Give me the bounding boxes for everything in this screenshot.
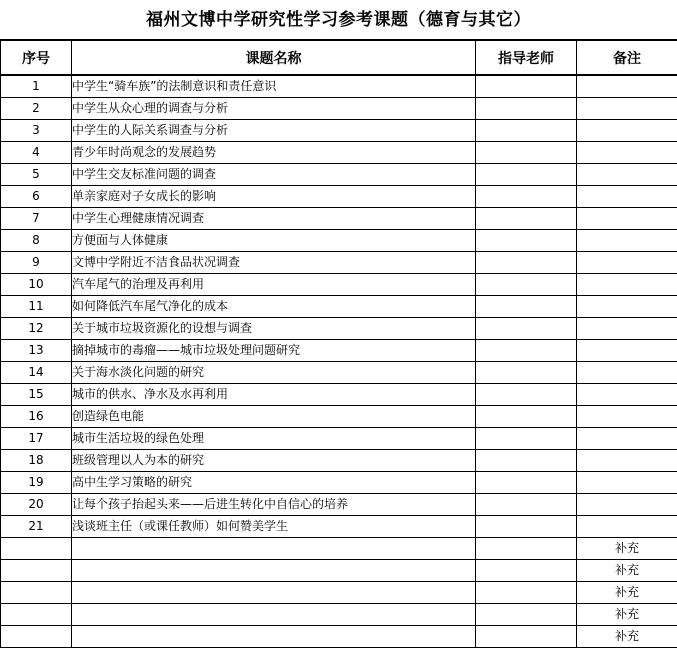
cell-note[interactable] bbox=[577, 340, 677, 362]
cell-topic[interactable]: 中学生交友标准问题的调查 bbox=[72, 164, 476, 186]
table-row bbox=[1, 208, 677, 230]
cell-topic[interactable]: 单亲家庭对子女成长的影响 bbox=[72, 186, 476, 208]
cell-note[interactable] bbox=[577, 362, 677, 384]
header-topic[interactable]: 课题名称 bbox=[72, 40, 476, 75]
cell-teacher[interactable] bbox=[476, 296, 577, 318]
cell-note[interactable] bbox=[577, 318, 677, 340]
cell-no[interactable]: 8 bbox=[1, 230, 72, 252]
cell-no[interactable]: 11 bbox=[1, 296, 72, 318]
table-row bbox=[1, 120, 677, 142]
cell-no[interactable]: 19 bbox=[1, 472, 72, 494]
cell-teacher[interactable] bbox=[476, 362, 577, 384]
cell-no[interactable]: 20 bbox=[1, 494, 72, 516]
cell-no[interactable]: 2 bbox=[1, 98, 72, 120]
cell-teacher[interactable] bbox=[476, 230, 577, 252]
cell-teacher[interactable] bbox=[476, 384, 577, 406]
cell-teacher[interactable] bbox=[476, 75, 577, 98]
cell-teacher[interactable] bbox=[476, 208, 577, 230]
cell-no[interactable]: 13 bbox=[1, 340, 72, 362]
table-row bbox=[1, 560, 677, 582]
table-row bbox=[1, 75, 677, 98]
cell-note[interactable] bbox=[577, 450, 677, 472]
document-title: 福州文博中学研究性学习参考课题（德育与其它） bbox=[0, 0, 677, 40]
cell-topic[interactable]: 高中生学习策略的研究 bbox=[72, 472, 476, 494]
table-row bbox=[1, 340, 677, 362]
cell-note[interactable]: 补充 bbox=[577, 538, 677, 560]
cell-topic[interactable] bbox=[72, 582, 476, 604]
cell-no[interactable] bbox=[1, 582, 72, 604]
cell-topic[interactable]: 中学生心理健康情况调查 bbox=[72, 208, 476, 230]
cell-topic[interactable]: 城市的供水、净水及水再利用 bbox=[72, 384, 476, 406]
table-row bbox=[1, 516, 677, 538]
cell-note[interactable] bbox=[577, 208, 677, 230]
cell-teacher[interactable] bbox=[476, 582, 577, 604]
table-row bbox=[1, 582, 677, 604]
cell-topic[interactable]: 摘掉城市的毒瘤——城市垃圾处理问题研究 bbox=[72, 340, 476, 362]
topics-table bbox=[0, 39, 677, 648]
table-row bbox=[1, 604, 677, 626]
table-row bbox=[1, 538, 677, 560]
cell-note[interactable]: 补充 bbox=[577, 604, 677, 626]
cell-topic[interactable]: 中学生的人际关系调查与分析 bbox=[72, 120, 476, 142]
cell-no[interactable]: 14 bbox=[1, 362, 72, 384]
cell-teacher[interactable] bbox=[476, 450, 577, 472]
cell-teacher[interactable] bbox=[476, 142, 577, 164]
cell-topic[interactable]: 关于城市垃圾资源化的设想与调查 bbox=[72, 318, 476, 340]
cell-note[interactable] bbox=[577, 164, 677, 186]
cell-note[interactable]: 补充 bbox=[577, 582, 677, 604]
cell-note[interactable] bbox=[577, 75, 677, 98]
table-row bbox=[1, 230, 677, 252]
table-row bbox=[1, 362, 677, 384]
cell-no[interactable]: 17 bbox=[1, 428, 72, 450]
table-row bbox=[1, 274, 677, 296]
cell-note[interactable] bbox=[577, 230, 677, 252]
cell-no[interactable]: 6 bbox=[1, 186, 72, 208]
table-row bbox=[1, 252, 677, 274]
cell-teacher[interactable] bbox=[476, 98, 577, 120]
table-row bbox=[1, 494, 677, 516]
cell-teacher[interactable] bbox=[476, 120, 577, 142]
table-row bbox=[1, 98, 677, 120]
cell-note[interactable]: 补充 bbox=[577, 626, 677, 648]
cell-note[interactable] bbox=[577, 120, 677, 142]
cell-note[interactable] bbox=[577, 384, 677, 406]
cell-note[interactable] bbox=[577, 406, 677, 428]
cell-topic[interactable]: 浅谈班主任（或课任教师）如何赞美学生 bbox=[72, 516, 476, 538]
table-row bbox=[1, 186, 677, 208]
table-row bbox=[1, 428, 677, 450]
cell-no[interactable] bbox=[1, 626, 72, 648]
table-row bbox=[1, 450, 677, 472]
cell-teacher[interactable] bbox=[476, 472, 577, 494]
cell-teacher[interactable] bbox=[476, 186, 577, 208]
cell-no[interactable]: 4 bbox=[1, 142, 72, 164]
cell-no[interactable]: 21 bbox=[1, 516, 72, 538]
cell-teacher[interactable] bbox=[476, 252, 577, 274]
header-note[interactable]: 备注 bbox=[577, 40, 677, 75]
cell-topic[interactable]: 中学生从众心理的调查与分析 bbox=[72, 98, 476, 120]
cell-topic[interactable] bbox=[72, 538, 476, 560]
cell-teacher[interactable] bbox=[476, 538, 577, 560]
table-row bbox=[1, 472, 677, 494]
cell-topic[interactable]: 关于海水淡化问题的研究 bbox=[72, 362, 476, 384]
cell-note[interactable] bbox=[577, 142, 677, 164]
cell-topic[interactable] bbox=[72, 560, 476, 582]
cell-teacher[interactable] bbox=[476, 626, 577, 648]
cell-topic[interactable]: 中学生“骑车族”的法制意识和责任意识 bbox=[72, 75, 476, 98]
cell-note[interactable]: 补充 bbox=[577, 560, 677, 582]
cell-note[interactable] bbox=[577, 428, 677, 450]
cell-no[interactable]: 3 bbox=[1, 120, 72, 142]
cell-teacher[interactable] bbox=[476, 428, 577, 450]
cell-topic[interactable]: 文博中学附近不洁食品状况调查 bbox=[72, 252, 476, 274]
cell-no[interactable]: 10 bbox=[1, 274, 72, 296]
cell-teacher[interactable] bbox=[476, 560, 577, 582]
cell-no[interactable]: 15 bbox=[1, 384, 72, 406]
cell-topic[interactable]: 创造绿色电能 bbox=[72, 406, 476, 428]
cell-topic[interactable]: 汽车尾气的治理及再利用 bbox=[72, 274, 476, 296]
cell-teacher[interactable] bbox=[476, 274, 577, 296]
table-row bbox=[1, 318, 677, 340]
header-no[interactable]: 序号 bbox=[1, 40, 72, 75]
cell-teacher[interactable] bbox=[476, 516, 577, 538]
cell-teacher[interactable] bbox=[476, 494, 577, 516]
cell-no[interactable] bbox=[1, 560, 72, 582]
cell-note[interactable] bbox=[577, 516, 677, 538]
cell-no[interactable]: 5 bbox=[1, 164, 72, 186]
cell-teacher[interactable] bbox=[476, 318, 577, 340]
cell-topic[interactable] bbox=[72, 626, 476, 648]
cell-topic[interactable]: 如何降低汽车尾气净化的成本 bbox=[72, 296, 476, 318]
cell-no[interactable]: 16 bbox=[1, 406, 72, 428]
cell-note[interactable] bbox=[577, 186, 677, 208]
cell-teacher[interactable] bbox=[476, 164, 577, 186]
cell-note[interactable] bbox=[577, 252, 677, 274]
cell-topic[interactable]: 青少年时尚观念的发展趋势 bbox=[72, 142, 476, 164]
header-row bbox=[1, 40, 677, 75]
table-row bbox=[1, 384, 677, 406]
table-row bbox=[1, 296, 677, 318]
table-row bbox=[1, 626, 677, 648]
header-teacher[interactable]: 指导老师 bbox=[476, 40, 577, 75]
cell-topic[interactable]: 城市生活垃圾的绿色处理 bbox=[72, 428, 476, 450]
cell-topic[interactable]: 让每个孩子抬起头来——后进生转化中自信心的培养 bbox=[72, 494, 476, 516]
cell-topic[interactable] bbox=[72, 604, 476, 626]
table-row bbox=[1, 164, 677, 186]
cell-note[interactable] bbox=[577, 98, 677, 120]
cell-note[interactable] bbox=[577, 472, 677, 494]
table-row bbox=[1, 142, 677, 164]
cell-note[interactable] bbox=[577, 296, 677, 318]
table-row bbox=[1, 406, 677, 428]
cell-no[interactable]: 12 bbox=[1, 318, 72, 340]
cell-topic[interactable]: 班级管理以人为本的研究 bbox=[72, 450, 476, 472]
cell-teacher[interactable] bbox=[476, 406, 577, 428]
cell-note[interactable] bbox=[577, 274, 677, 296]
cell-no[interactable]: 9 bbox=[1, 252, 72, 274]
cell-no[interactable] bbox=[1, 604, 72, 626]
cell-teacher[interactable] bbox=[476, 604, 577, 626]
cell-no[interactable]: 1 bbox=[1, 75, 72, 98]
cell-no[interactable]: 18 bbox=[1, 450, 72, 472]
cell-no[interactable]: 7 bbox=[1, 208, 72, 230]
cell-note[interactable] bbox=[577, 494, 677, 516]
cell-teacher[interactable] bbox=[476, 340, 577, 362]
cell-topic[interactable]: 方便面与人体健康 bbox=[72, 230, 476, 252]
table-body bbox=[1, 75, 677, 648]
cell-no[interactable] bbox=[1, 538, 72, 560]
